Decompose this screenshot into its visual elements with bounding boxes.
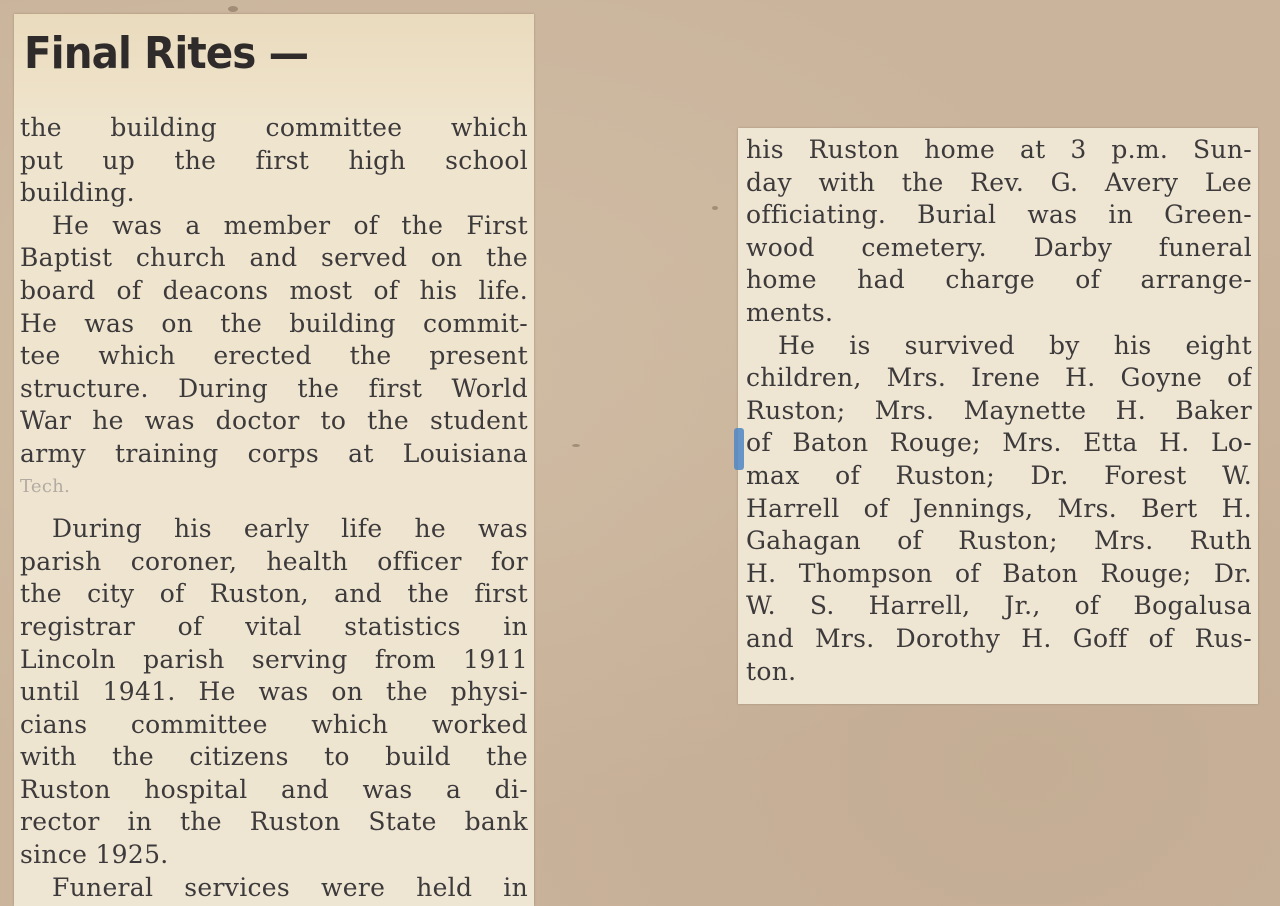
text-line: with the citizens to build the (20, 742, 528, 772)
text-line: He was on the building commit- (20, 308, 528, 338)
text-line: rector in the Ruston State bank (20, 807, 528, 837)
text-line: During his early life he was (52, 514, 528, 544)
text-line: He was a member of the First (52, 210, 528, 240)
clipping-text-column (20, 112, 528, 904)
text-line: Ruston; Mrs. Maynette H. Baker (746, 395, 1252, 425)
text-line: ments. (746, 297, 834, 327)
text-line: home had charge of arrange- (746, 265, 1252, 295)
text-line: and Mrs. Dorothy H. Goff of Rus- (746, 623, 1252, 653)
text-line: the city of Ruston, and the first (20, 579, 528, 609)
text-line: He is survived by his eight (778, 330, 1252, 360)
ink-mark (734, 428, 744, 470)
paper-speck (712, 206, 718, 210)
text-line: Gahagan of Ruston; Mrs. Ruth (746, 526, 1252, 556)
text-line: Baptist church and served on the (20, 243, 528, 273)
text-line: board of deacons most of his life. (20, 275, 528, 305)
text-line: put up the first high school (20, 145, 528, 175)
text-line: Ruston hospital and was a di- (20, 774, 528, 804)
paper-speck (228, 6, 238, 12)
text-line: Tech. (20, 475, 71, 497)
text-line: the building committee which (20, 113, 528, 142)
text-line: ton. (746, 656, 797, 686)
text-line: max of Ruston; Dr. Forest W. (746, 460, 1252, 490)
text-line: building. (20, 178, 135, 208)
text-line: Harrell of Jennings, Mrs. Bert H. (746, 493, 1252, 523)
text-line: Funeral services were held in (52, 872, 528, 902)
text-line: army training corps at Louisiana (20, 438, 528, 468)
text-line: his Ruston home at 3 p.m. Sun- (746, 135, 1252, 164)
paper-speck (572, 444, 580, 447)
newspaper-clipping-left (14, 14, 534, 906)
text-line: of Baton Rouge; Mrs. Etta H. Lo- (746, 428, 1252, 458)
text-line: tee which erected the present (20, 341, 528, 371)
paragraph-gap (20, 503, 528, 513)
text-line: officiating. Burial was in Green- (746, 200, 1252, 230)
text-line: registrar of vital statistics in (20, 611, 528, 641)
text-line: W. S. Harrell, Jr., of Bogalusa (746, 591, 1252, 621)
text-line: structure. During the first World (20, 373, 528, 403)
text-line: since 1925. (20, 840, 169, 870)
text-line: children, Mrs. Irene H. Goyne of (746, 363, 1252, 393)
newspaper-clipping-right (738, 128, 1258, 704)
clipping-headline: Final Rites — (24, 28, 309, 79)
text-line: H. Thompson of Baton Rouge; Dr. (746, 558, 1252, 588)
text-line: parish coroner, health officer for (20, 546, 528, 576)
text-line: War he was doctor to the student (20, 406, 528, 436)
text-line: cians committee which worked (20, 709, 528, 739)
text-line: wood cemetery. Darby funeral (746, 232, 1252, 262)
clipping-text-column (746, 134, 1252, 688)
text-line: Lincoln parish serving from 1911 (20, 644, 528, 674)
text-line: until 1941. He was on the physi- (20, 677, 528, 707)
text-line: day with the Rev. G. Avery Lee (746, 167, 1252, 197)
